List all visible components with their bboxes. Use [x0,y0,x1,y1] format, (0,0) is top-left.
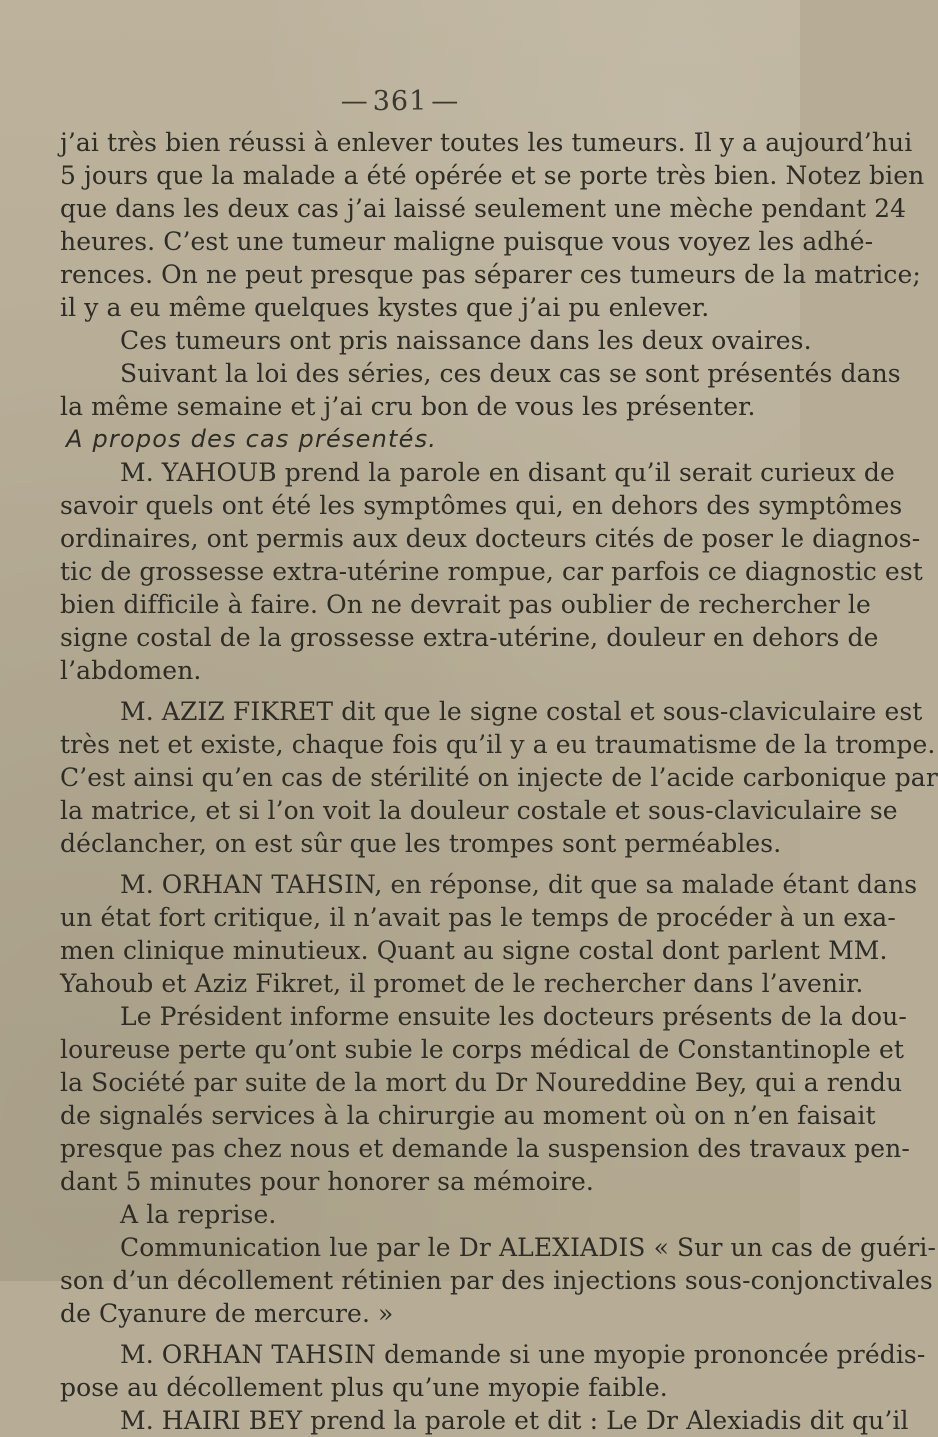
text-line: dant 5 minutes pour honorer sa mémoire. [60,1167,594,1196]
text-line: tic de grossesse extra-utérine rompue, car parfois ce diagnostic est [60,557,923,586]
text-line: men clinique minutieux. Quant au signe costal dont parlent MM. [60,936,888,965]
text-line: de Cyanure de mercure. » [60,1299,394,1328]
text-line: la même semaine et j’ai cru bon de vous les présenter. [60,392,756,421]
text-line: il y a eu même quelques kystes que j’ai pu enlever. [60,293,710,322]
paragraph-gap [60,860,740,868]
text-line: Le Président informe ensuite les docteurs présents de la dou- [120,1002,907,1031]
text-line: loureuse perte qu’ont subie le corps médical de Constantinople et [60,1035,905,1064]
text-line: très net et existe, chaque fois qu’il y a eu traumatisme de la trompe. [60,730,936,759]
text-line: M. HAIRI BEY prend la parole et dit : Le Dr Alexiadis dit qu’il [120,1406,909,1435]
text-line: la matrice, et si l’on voit la douleur costale et sous-claviculaire se [60,796,898,825]
text-line: j’ai très bien réussi à enlever toutes les tumeurs. Il y a aujourd’hui [60,128,913,157]
text-line: M. AZIZ FIKRET dit que le signe costal et sous-claviculaire est [120,697,923,726]
text-line: pose au décollement plus qu’une myopie faible. [60,1373,668,1402]
paragraph-gap [60,687,740,695]
text-line: 5 jours que la malade a été opérée et se porte très bien. Notez bien [60,161,925,190]
text-line: M. ORHAN TAHSIN demande si une myopie prononcée prédis- [120,1340,926,1369]
page-number: — 361 — [0,86,800,117]
text-line: ordinaires, ont permis aux deux docteurs cités de poser le diagnos- [60,524,921,553]
body-text [60,126,938,1437]
text-line: Ces tumeurs ont pris naissance dans les deux ovaires. [120,326,812,355]
text-line: heures. C’est une tumeur maligne puisque vous voyez les adhé- [60,227,874,256]
text-line: déclancher, on est sûr que les trompes sont perméables. [60,829,782,858]
text-line: de signalés services à la chirurgie au moment où on n’en faisait [60,1101,876,1130]
text-line: son d’un décollement rétinien par des injections sous-conjonctivales [60,1266,933,1295]
text-line: savoir quels ont été les symptômes qui, en dehors des symptômes [60,491,903,520]
text-line: rences. On ne peut presque pas séparer ces tumeurs de la matrice; [60,260,921,289]
text-line: A la reprise. [120,1200,277,1229]
text-line: M. YAHOUB prend la parole en disant qu’il serait curieux de [120,458,895,487]
text-line: M. ORHAN TAHSIN, en réponse, dit que sa malade étant dans [120,870,918,899]
section-heading: A propos des cas présentés. [66,425,438,453]
paragraph-gap [60,1330,740,1338]
text-line: que dans les deux cas j’ai laissé seulement une mèche pendant 24 [60,194,907,223]
text-line: bien difficile à faire. On ne devrait pas oublier de rechercher le [60,590,871,619]
text-line: la Société par suite de la mort du Dr Noureddine Bey, qui a rendu [60,1068,903,1097]
text-line: l’abdomen. [60,656,202,685]
text-line: Suivant la loi des séries, ces deux cas se sont présentés dans [120,359,901,388]
text-line: Yahoub et Aziz Fikret, il promet de le rechercher dans l’avenir. [60,969,864,998]
text-line: un état fort critique, il n’avait pas le temps de procéder à un exa- [60,903,896,932]
text-line: presque pas chez nous et demande la suspension des travaux pen- [60,1134,910,1163]
text-line: C’est ainsi qu’en cas de stérilité on injecte de l’acide carbonique par [60,763,938,792]
text-line: signe costal de la grossesse extra-utérine, douleur en dehors de [60,623,879,652]
text-line: Communication lue par le Dr ALEXIADIS « Sur un cas de guéri- [120,1233,937,1262]
